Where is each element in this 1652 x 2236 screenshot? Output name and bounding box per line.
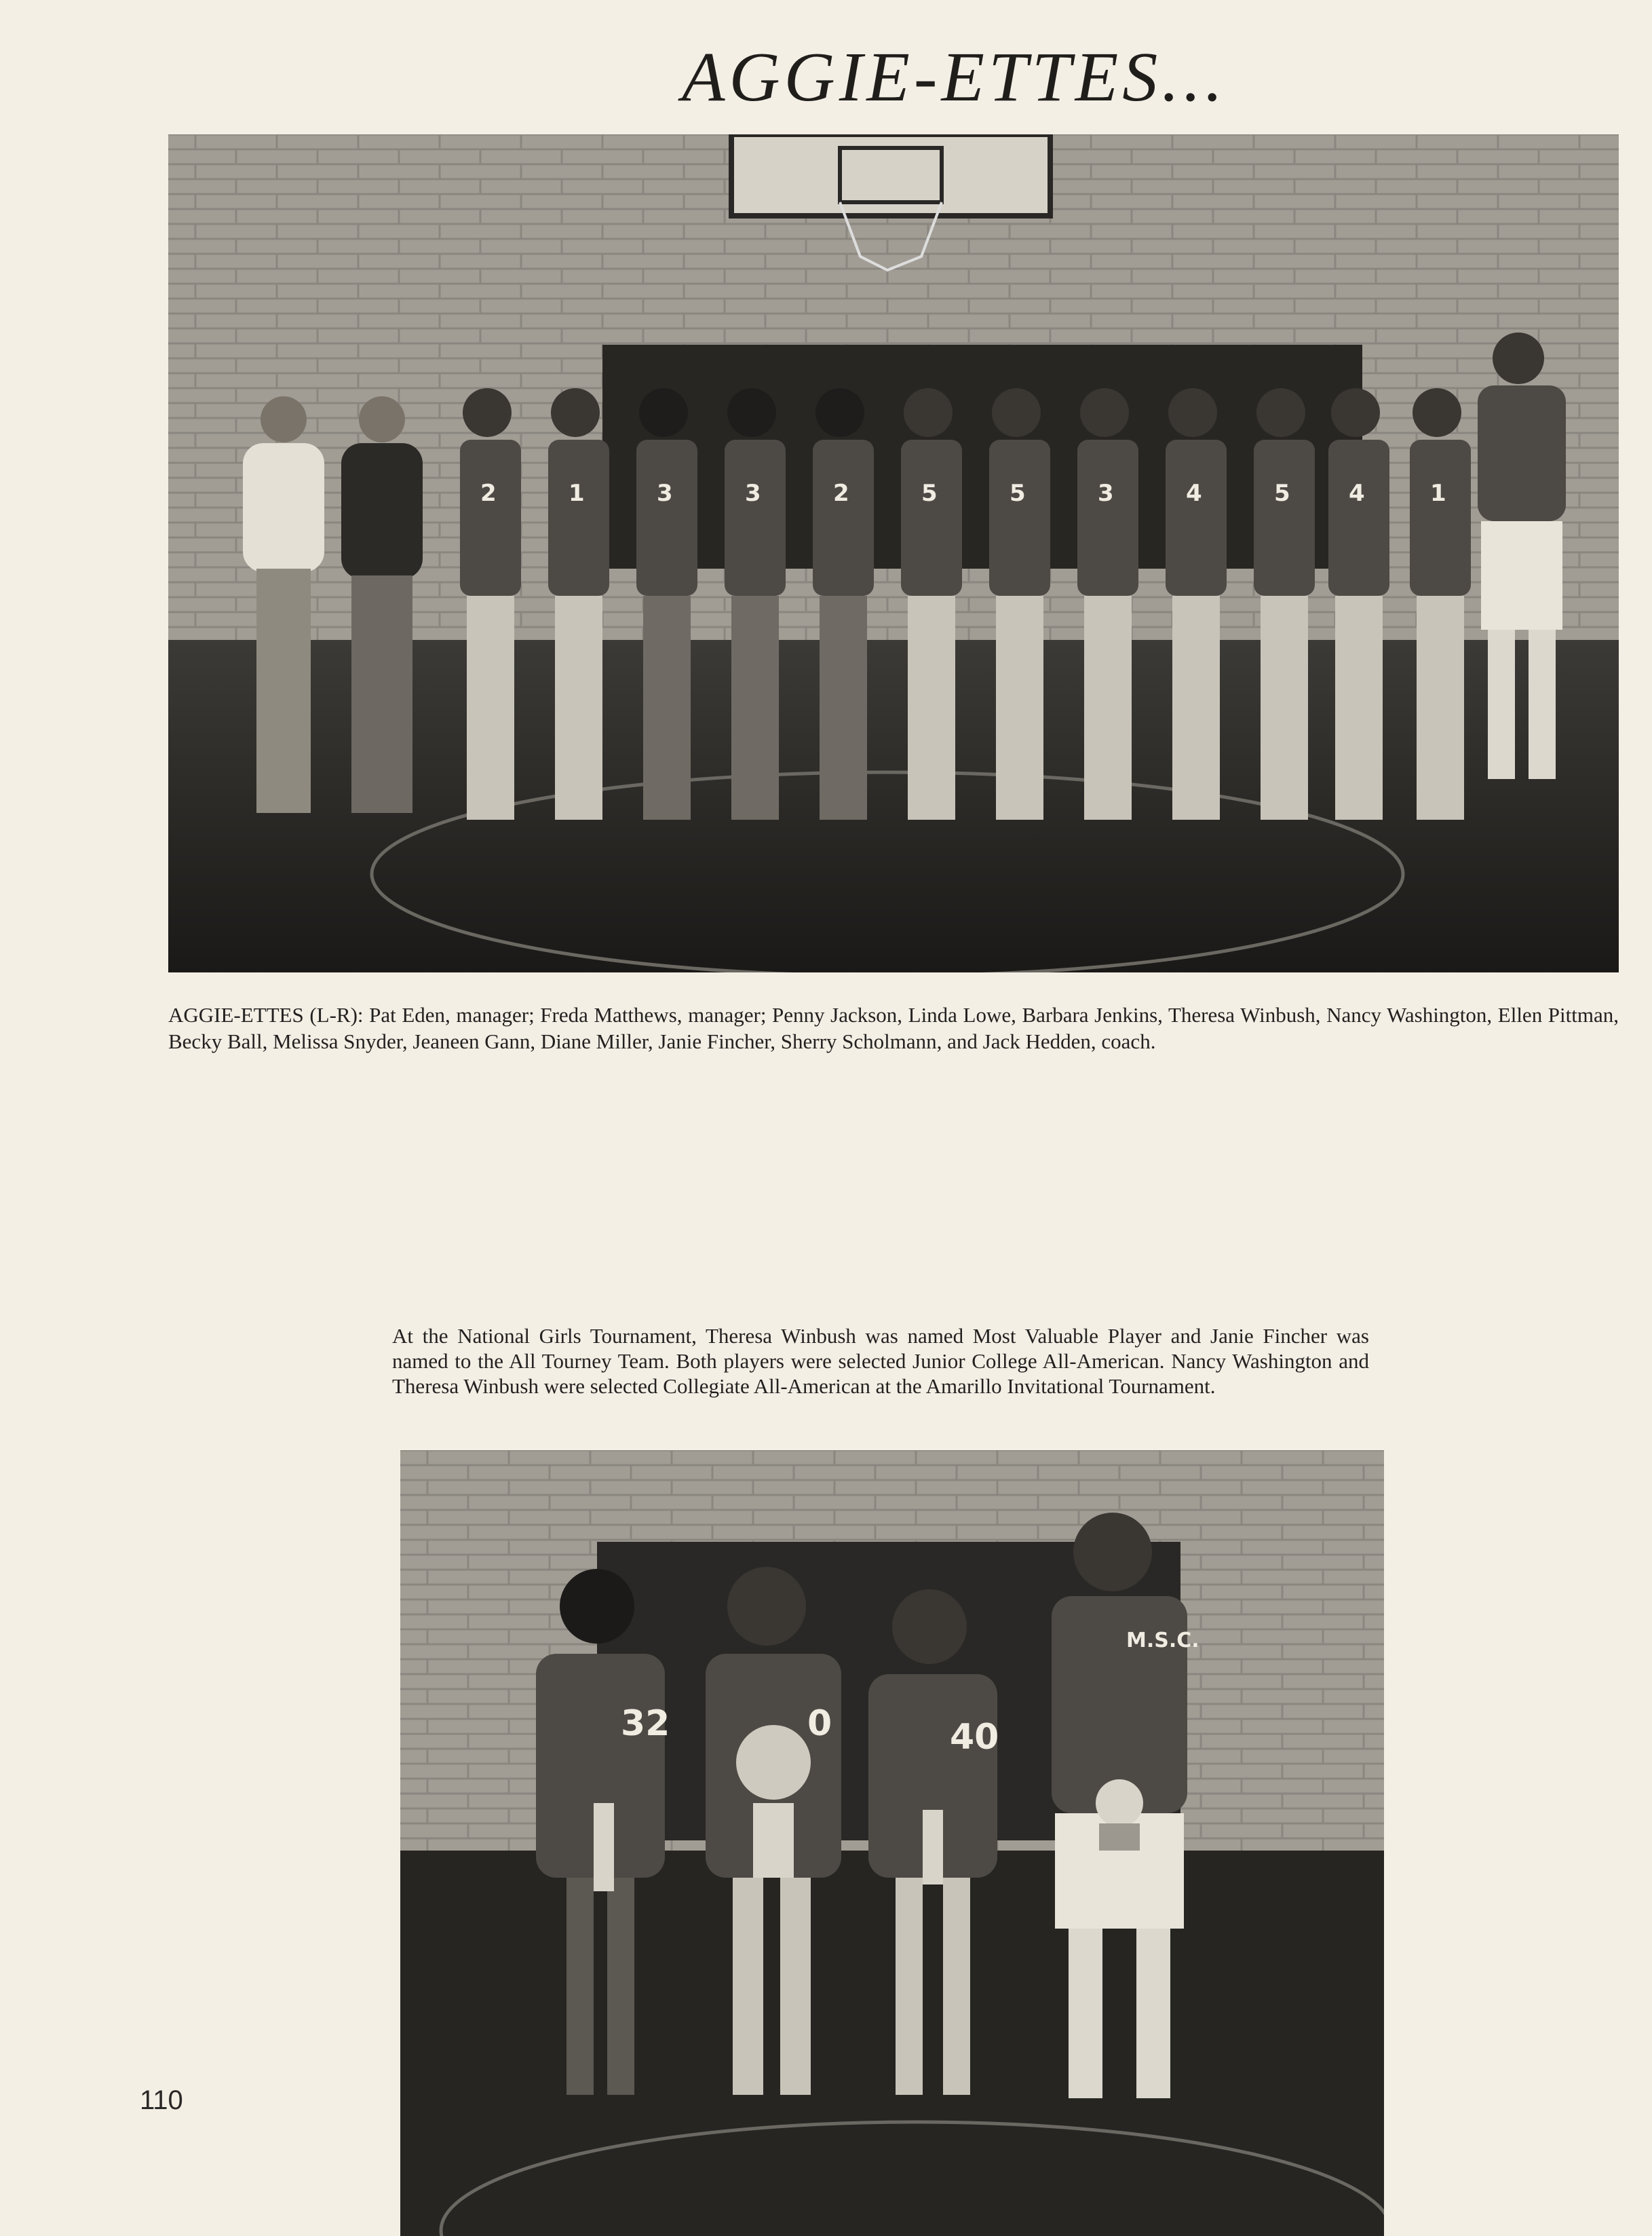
jersey-number: 5 [1010, 480, 1026, 507]
jersey-number: 5 [1274, 480, 1290, 507]
jersey-number: 4 [1349, 480, 1365, 507]
jersey-number: 1 [569, 480, 585, 507]
jersey-number: 3 [745, 480, 761, 507]
jersey-number: 3 [1098, 480, 1114, 507]
jersey-number: 1 [1430, 480, 1446, 507]
awards-photo [400, 1450, 1384, 2236]
jersey-number: 2 [480, 480, 497, 507]
jersey-number: 0 [807, 1703, 832, 1744]
jersey-number: 2 [833, 480, 849, 507]
page-number: 110 [140, 2085, 183, 2115]
jersey-number: 3 [657, 480, 673, 507]
jersey-number: 40 [950, 1717, 999, 1758]
team-photo [168, 134, 1619, 972]
jersey-number: 5 [921, 480, 938, 507]
jersey-number: 4 [1186, 480, 1202, 507]
jersey-number: 32 [621, 1703, 670, 1744]
coach-shirt-text: M.S.C. [1126, 1629, 1199, 1652]
team-photo-caption: AGGIE-ETTES (L-R): Pat Eden, manager; Freda Matthews, manager; Penny Jackson, Linda Lowe, Barbara Jenkins, Theresa Winbush, Nancy Washington, Ellen Pittman, Becky Ball, Melissa Snyder, Jeaneen Gann, Diane Miller, Janie Fincher, Sherry Scholmann, and Jack Hedden, coach. [168, 1003, 1619, 1053]
page-title: AGGIE-ETTES... [682, 38, 1227, 116]
awards-paragraph: At the National Girls Tournament, Theresa Winbush was named Most Valuable Player and Janie Fincher was named to the All Tourney Team. Both players were selected Junior College All-American. Nancy Washington and Theresa Winbush were selected Collegiate All-American at the Amarillo Invitational Tournament. [392, 1324, 1369, 1398]
